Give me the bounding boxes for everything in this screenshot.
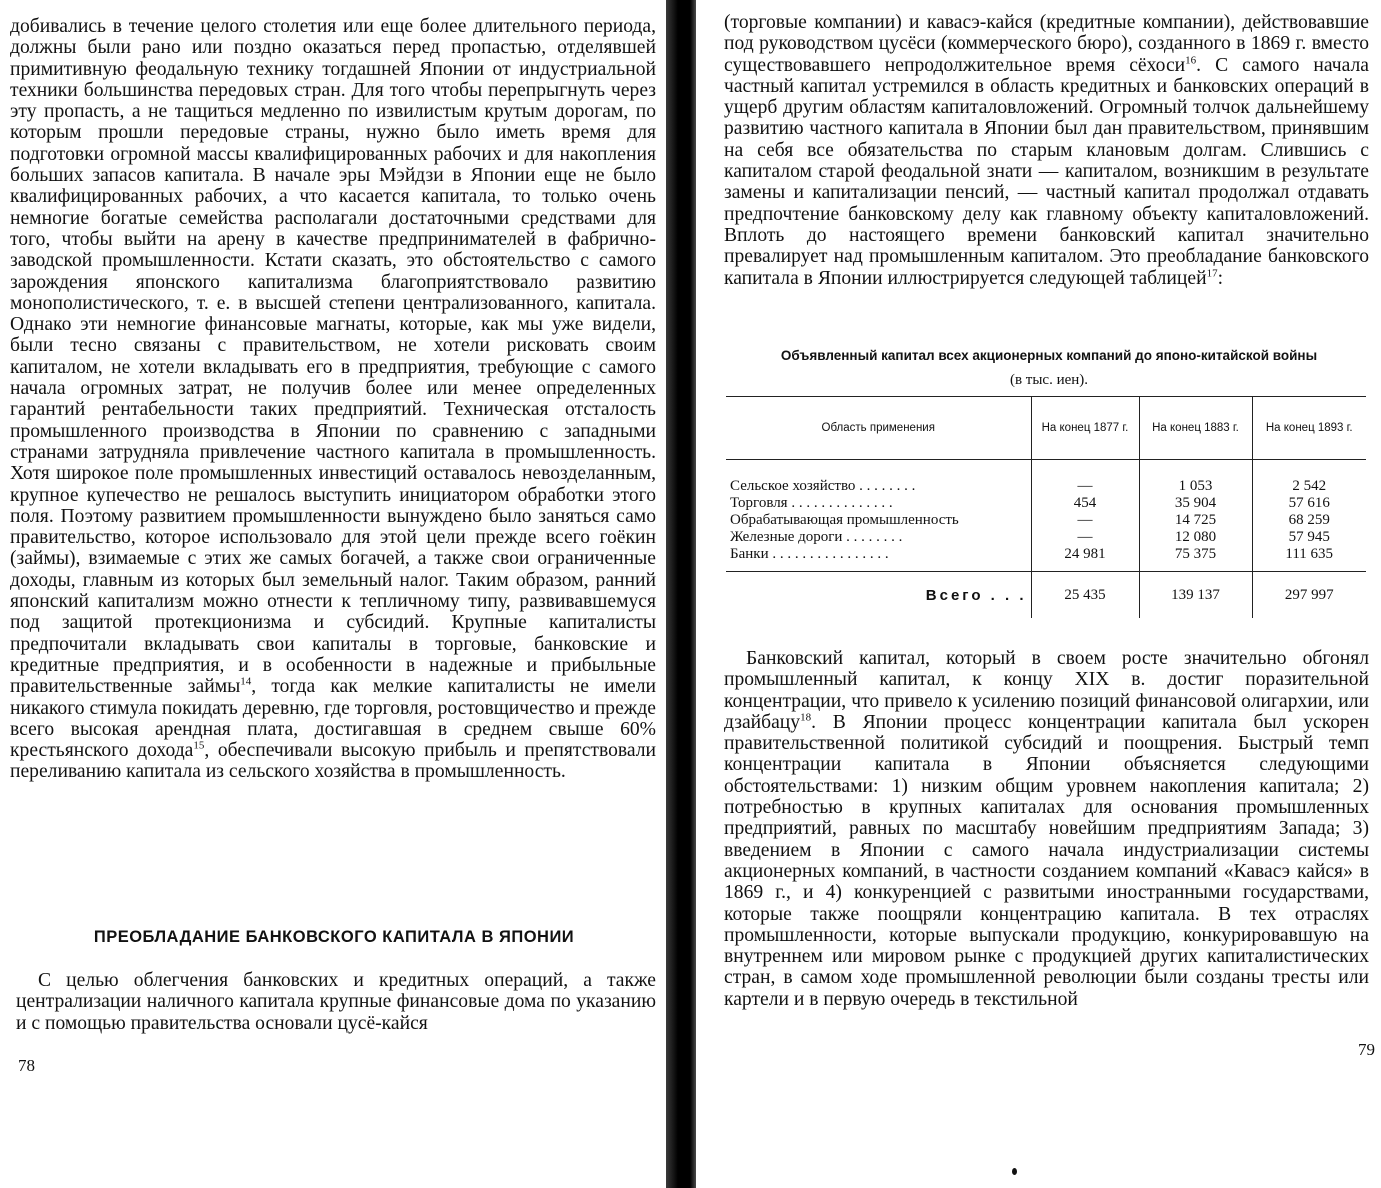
row-label-manufacturing: Обрабатывающая промышленность: [730, 512, 959, 528]
header-1877: На конец 1877 г.: [1031, 397, 1139, 460]
table-spacer-row: [726, 460, 1366, 479]
row-label-agriculture: Сельское хозяйство . . . . . . . .: [730, 478, 916, 494]
left-page: [0, 0, 668, 1188]
footnote-ref-14: 14: [240, 675, 252, 688]
row-label-railways: Железные дороги . . . . . . . .: [730, 529, 903, 545]
cell-value: 111 635: [1252, 546, 1366, 572]
footnote-ref-16: 16: [1185, 54, 1197, 67]
cell-value: —: [1031, 512, 1139, 529]
cell-value: 75 375: [1139, 546, 1252, 572]
header-area: Область применения: [726, 397, 1031, 460]
table-row: [726, 529, 1366, 546]
right-page: [700, 0, 1381, 1188]
cell-value: —: [1031, 478, 1139, 495]
table-title: Объявленный капитал всех акционерных компаний до японо-китайской войны: [780, 348, 1318, 363]
left-paragraph-1-block: [10, 16, 656, 783]
total-label: Всего . . .: [726, 572, 1031, 619]
cell-value: 24 981: [1031, 546, 1139, 572]
table-row: [726, 478, 1366, 495]
left-paragraph-1: добивались в течение целого столетия или еще более длительного периода, должны были рано или поздно оказаться перед пропастью, отделявшей примитивную феодальную технику тогдашней Японии от индустриальной техники большинства передовых стран. Для того чтобы перепрыгнуть через эту пропасть, а не тащиться медленно по извилистым крутым дорогам, по которым прошли передовые страны, нужно было иметь время для подготовки огромной массы квалифицированных рабочих и для накопления больших запасов капитала. В начале эры Мэйдзи в Японии еще не было квалифицированных рабочих, а что касается капитала, то только очень немногие богатые семейства располагали достаточными средствами для того, чтобы выйти на арену в качестве предпринимателей в фабрично-заводской промышленности. Кстати сказать, это обстоятельство с самого зарождения японского капитализма благоприятствовало развитию монополистического, т. е. в высшей степени централизованного, капитала. Однако эти немногие финансовые магнаты, которые, как мы уже видели, были тесно связаны с правительством, не хотели рисковать своим капиталом, не хотели вкладывать его в предприятия, требующие с самого начала огромных затрат, не получив более или менее определенных гарантий рентабельности таких предприятий. Техническая отсталость промышленного производства в Японии по сравнению с западными странами затрудняла привлечение частного капитала в промышленность. Хотя широкое поле промышленных инвестиций оставалось невозделанным, крупное купечество не решалось выступить инициатором обработки этого поля. Поэтому развитием промышленности вынуждено было заняться само правительство, которое использовало для этой цели прежде всего гоёкин (займы), взимаемые с этих же самых богачей, а также свои ограниченные доходы, главным из которых был земельный налог. Таким образом, ранний японский капитализм можно отнести к тепличному типу, развивавшемуся под защитой протекционизма и субсидий. Крупные капиталисты предпочитали вкладывать свои капиталы в торговые, банковские и кредитные предприятия, и в особенности в надежные и прибыльные правительственные займы$^{14}$, тогда как мелкие капиталисты не имели никакого стимула покидать деревню, где торговля, ростовщичество и прежде всего высокая арендная плата, достигавшая в среднем свыше 60% крестьянского дохода$^{15}$, обеспечивали высокую прибыль и препятствовали переливанию капитала из сельского хозяйства в промышленность.: [10, 16, 656, 783]
left-paragraph-2: С целью облегчения банковских и кредитных операций, а также централизации наличного капитала крупные финансовые дома по указанию и с помощью правительства основали цусё-кайся: [16, 970, 656, 1034]
cell-value: 454: [1031, 495, 1139, 512]
book-gutter: [666, 0, 696, 1188]
header-1893: На конец 1893 г.: [1252, 397, 1366, 460]
page-number-right: 79: [1358, 1040, 1375, 1059]
table-row: [726, 512, 1366, 529]
cell-value: 35 904: [1139, 495, 1252, 512]
row-label-banks: Банки . . . . . . . . . . . . . . . .: [730, 546, 889, 562]
table-row: [726, 495, 1366, 512]
cell-value: 14 725: [1139, 512, 1252, 529]
footnote-ref-17: 17: [1206, 267, 1218, 280]
page-number-left: 78: [18, 1056, 35, 1075]
table-total-row: [726, 572, 1366, 619]
capital-table: [726, 396, 1366, 618]
cell-value: 12 080: [1139, 529, 1252, 546]
cell-value: —: [1031, 529, 1139, 546]
cell-value: 68 259: [1252, 512, 1366, 529]
table-header-row: [726, 397, 1366, 460]
right-paragraph-1-block: [724, 12, 1369, 289]
total-value: 297 997: [1252, 572, 1366, 619]
ink-speck: [1012, 1168, 1017, 1175]
cell-value: 57 616: [1252, 495, 1366, 512]
table-subtitle: (в тыс. иен).: [1009, 372, 1089, 388]
header-1883: На конец 1883 г.: [1139, 397, 1252, 460]
footnote-ref-15: 15: [193, 739, 205, 752]
section-heading: ПРЕОБЛАДАНИЕ БАНКОВСКОГО КАПИТАЛА В ЯПОНИИ: [93, 928, 575, 946]
cell-value: 1 053: [1139, 478, 1252, 495]
total-value: 139 137: [1139, 572, 1252, 619]
cell-value: 2 542: [1252, 478, 1366, 495]
row-label-trade: Торговля . . . . . . . . . . . . . .: [730, 495, 893, 511]
footnote-ref-18: 18: [800, 711, 812, 724]
table-row: [726, 546, 1366, 572]
cell-value: 57 945: [1252, 529, 1366, 546]
left-paragraph-2-block: [16, 970, 656, 1034]
total-value: 25 435: [1031, 572, 1139, 619]
right-paragraph-2: Банковский капитал, который в своем росте значительно обгонял промышленный капитал, к концу XIX в. достиг поразительной концентрации, что привело к усилению позиций финансовой олигархии, или дзайбацу$^{18}$. В Японии процесс концентрации капитала был ускорен правительственной политикой субсидий и поощрения. Быстрый темп концентрации капитала в Японии объясняется следующими обстоятельствами: 1) низким общим уровнем накопления капитала; 2) потребностью в крупных капиталах для основания промышленных предприятий, равных по масштабу новейшим предприятиям Запада; 3) введением в Японии с самого начала индустриализации системы акционерных компаний, в частности созданием компаний «Кавасэ кайся» в 1869 г., и 4) конкуренцией с развитыми иностранными государствами, которые также поощряли концентрацию капитала. В тех отраслях промышленности, которые выпускали продукцию, конкурировавшую на внутреннем или мировом рынке с продукцией других капиталистических стран, в самом ходе промышленной революции были созданы тресты или картели и в первую очередь в текстильной: [724, 648, 1369, 1010]
right-paragraph-2-block: [724, 648, 1369, 1010]
right-paragraph-1: (торговые компании) и кавасэ-кайся (кредитные компании), действовавшие под руководством цусёси (коммерческого бюро), созданного в 1869 г. вместо существовавшего непродолжительное время сёхоси$^{16}$. С самого начала частный капитал устремился в область кредитных и банковских операций в ущерб другим областям капиталовложений. Огромный толчок дальнейшему развитию частного капитала в Японии был дан правительством, принявшим на себя все обязательства по старым клановым долгам. Слившись с капиталом старой феодальной знати — капиталом, возникшим в результате замены и капитализации пенсий, — частный капитал продолжал отдавать предпочтение банковскому делу как главному объекту капиталовложений. Вплоть до настоящего времени банковский капитал значительно превалирует над промышленным капиталом. Это преобладание банковского капитала в Японии иллюстрируется следующей таблицей$^{17}$:: [724, 12, 1369, 289]
